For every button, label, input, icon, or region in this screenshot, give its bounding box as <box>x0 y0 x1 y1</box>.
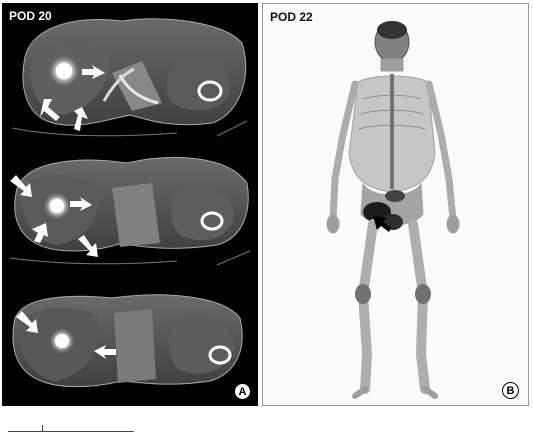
panel-b-label: POD 22 <box>270 10 313 24</box>
ct-slice-2 <box>10 158 250 265</box>
panel-b-letter: B <box>502 382 519 399</box>
ct-slice-1 <box>12 19 247 136</box>
ct-slice-3 <box>13 295 242 387</box>
panel-a-label: POD 20 <box>9 9 52 23</box>
bottom-rule <box>8 431 134 432</box>
ct-scan-image <box>2 3 258 406</box>
bottom-rule-tick <box>42 425 43 432</box>
bone-scan-panel <box>262 3 529 406</box>
bone-scan-image <box>263 4 529 406</box>
ct-panel <box>2 3 258 406</box>
panel-a-letter: A <box>234 383 251 400</box>
